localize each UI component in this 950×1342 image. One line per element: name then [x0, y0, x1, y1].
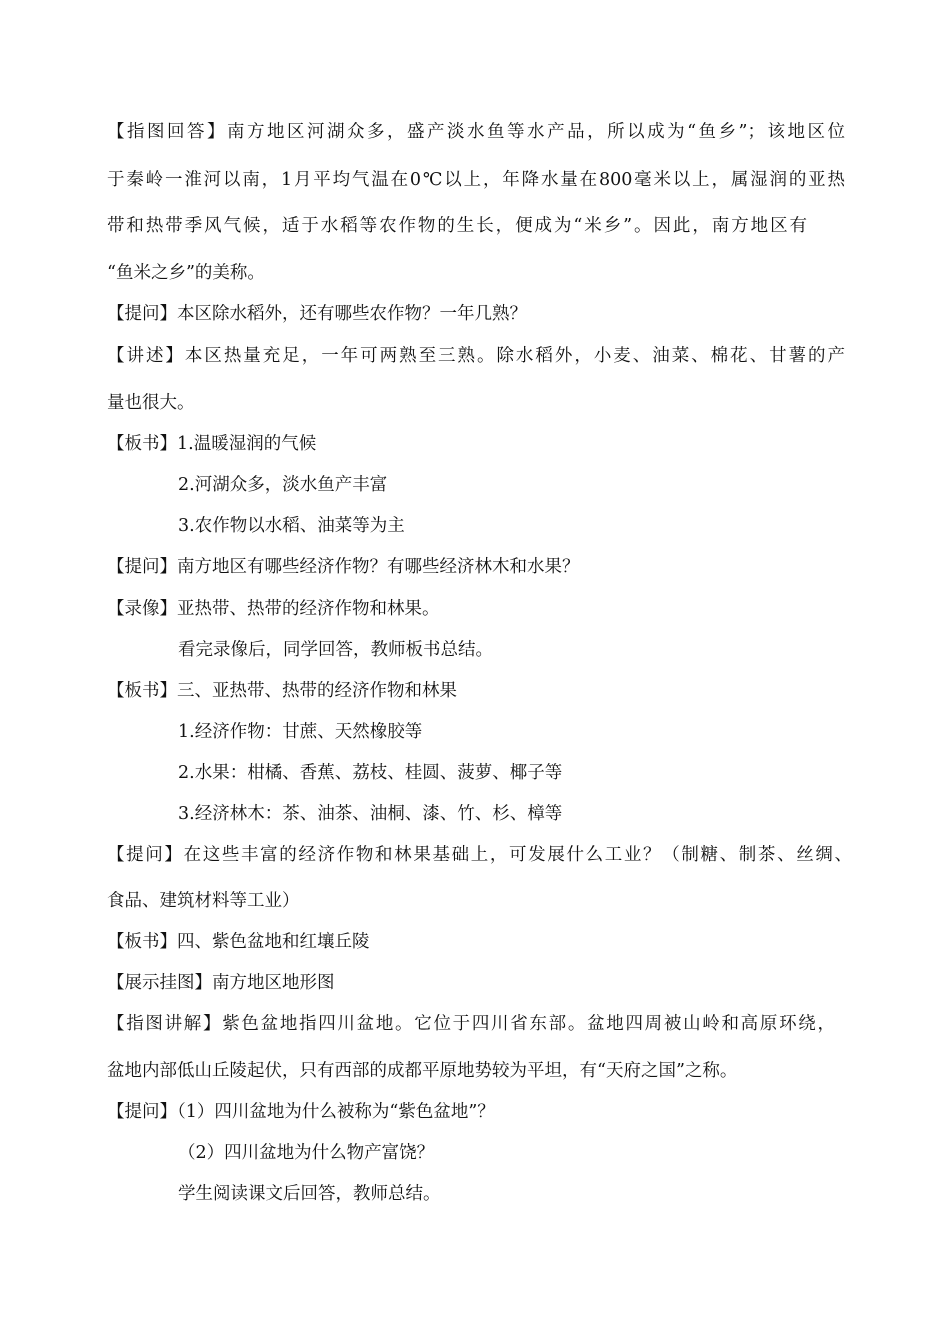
board-line: 3.农作物以水稻、油菜等为主 — [178, 516, 405, 536]
board-line: 2.水果：柑橘、香蕉、荔枝、桂圆、菠萝、椰子等 — [178, 763, 563, 783]
paragraph-line: “鱼米之乡”的美称。 — [107, 263, 265, 283]
question-line: 【提问】（1）四川盆地为什么被称为“紫色盆地”？ — [107, 1102, 495, 1122]
display-line: 【展示挂图】南方地区地形图 — [107, 973, 335, 993]
paragraph-line: 【指图回答】南方地区河湖众多，盛产淡水鱼等水产品，所以成为“鱼乡”；该地区位 — [107, 122, 845, 142]
board-line: 2.河湖众多，淡水鱼产丰富 — [178, 475, 388, 495]
video-line: 看完录像后，同学回答，教师板书总结。 — [178, 640, 493, 660]
statement-line: 【讲述】本区热量充足，一年可两熟至三熟。除水稻外，小麦、油菜、棉花、甘薯的产 — [107, 346, 845, 366]
explanation-line: 【指图讲解】紫色盆地指四川盆地。它位于四川省东部。盆地四周被山岭和高原环绕， — [107, 1014, 835, 1034]
question-line: 【提问】南方地区有哪些经济作物？有哪些经济林木和水果？ — [107, 557, 580, 577]
question-line: 食品、建筑材料等工业） — [107, 891, 300, 911]
board-line: 【板书】四、紫色盆地和红壤丘陵 — [107, 932, 370, 952]
paragraph-line: 于秦岭一淮河以南，1月平均气温在0℃以上，年降水量在800毫米以上，属湿润的亚热 — [107, 170, 845, 190]
explanation-line: 盆地内部低山丘陵起伏，只有西部的成都平原地势较为平坦，有“天府之国”之称。 — [107, 1061, 738, 1081]
board-line: 【板书】1.温暖湿润的气候 — [107, 434, 317, 454]
question-line: 学生阅读课文后回答，教师总结。 — [178, 1184, 441, 1204]
video-line: 【录像】亚热带、热带的经济作物和林果。 — [107, 599, 440, 619]
board-line: 3.经济林木：茶、油茶、油桐、漆、竹、杉、樟等 — [178, 804, 563, 824]
question-line: （2）四川盆地为什么物产富饶？ — [178, 1143, 435, 1163]
question-line: 【提问】本区除水稻外，还有哪些农作物？一年几熟？ — [107, 304, 527, 324]
statement-line: 量也很大。 — [107, 393, 195, 413]
paragraph-line: 带和热带季风气候，适于水稻等农作物的生长，便成为“米乡”。因此，南方地区有 — [107, 216, 807, 236]
board-line: 1.经济作物：甘蔗、天然橡胶等 — [178, 722, 423, 742]
question-line: 【提问】在这些丰富的经济作物和林果基础上，可发展什么工业？（制糖、制茶、丝绸、 — [107, 845, 852, 865]
board-line: 【板书】三、亚热带、热带的经济作物和林果 — [107, 681, 457, 701]
